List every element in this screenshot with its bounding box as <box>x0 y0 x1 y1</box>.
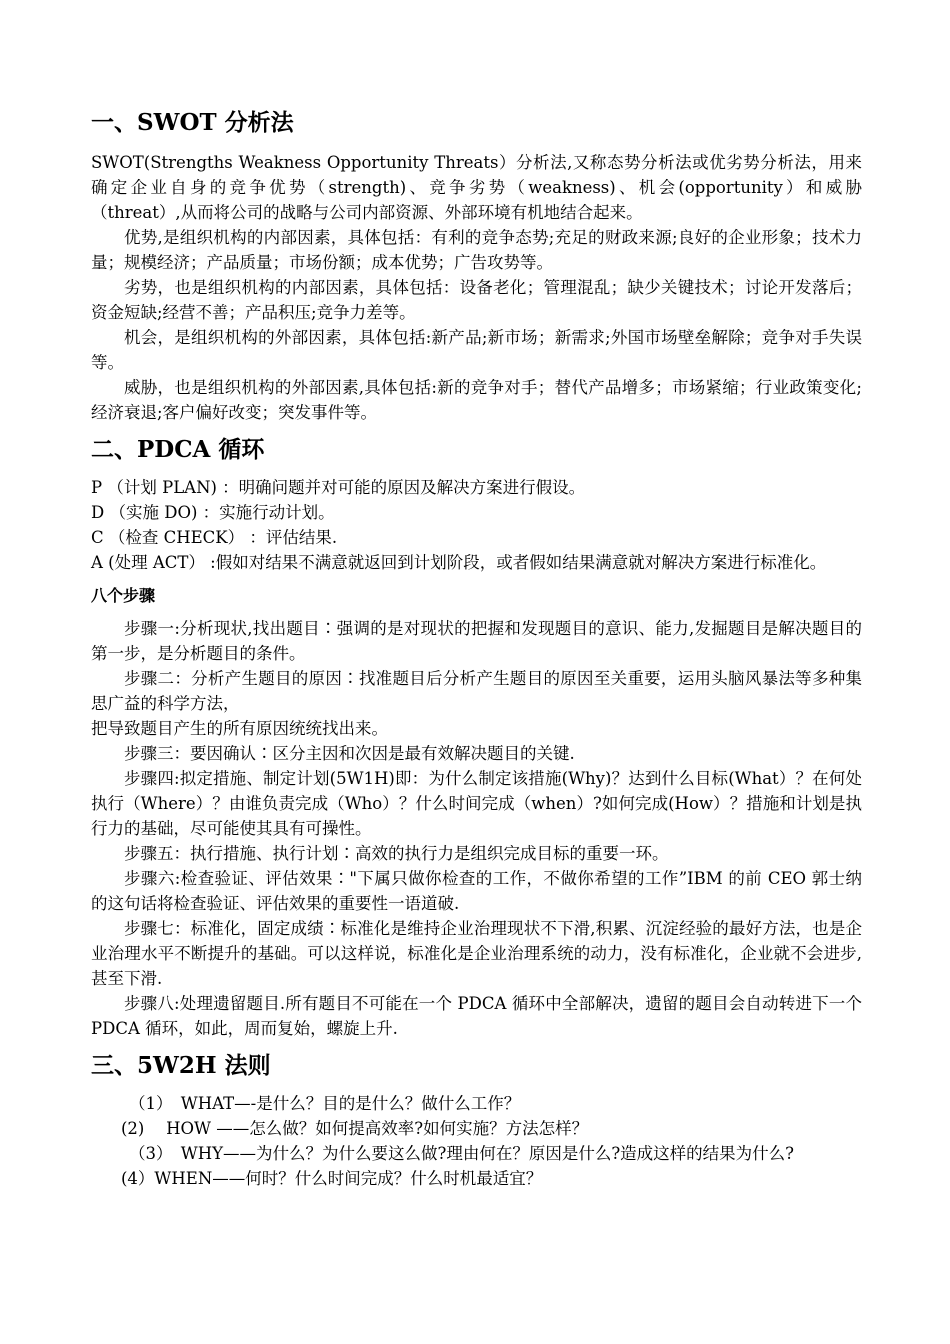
5w2h-when-item: (4）WHEN——何时？什么时间完成？什么时机最适宜？ <box>121 1169 543 1188</box>
pdca-act-item: A (处理 ACT） :假如对结果不满意就返回到计划阶段，或者假如结果满意就对解决方案进行标准化。 <box>91 553 827 572</box>
pdca-check-item: C （检查 CHECK） ：评估结果. <box>91 528 338 547</box>
pdca-plan-item: P （计划 PLAN) ：明确问题并对可能的原因及解决方案进行假设。 <box>91 478 586 497</box>
5w2h-why-item: （3） WHY——为什么？为什么要这么做?理由何在？原因是什么?造成这样的结果为什么? <box>129 1144 795 1163</box>
pdca-step-6: 步骤六:检查验证、评估效果∶"下属只做你检查的工作，不做你希望的工作”IBM 的前 CEO 郭士纳的这句话将检查验证、评估效果的重要性一语道破. <box>91 869 862 913</box>
5w2h-what-item: （1） WHAT—-是什么？目的是什么？做什么工作？ <box>129 1094 521 1113</box>
pdca-step-8: 步骤八:处理遗留题目.所有题目不可能在一个 PDCA 循环中全部解决，遗留的题目会自动转进下一个 PDCA 循环，如此，周而复始，螺旋上升. <box>91 994 862 1038</box>
section-title-5w2h: 三、5W2H 法则 <box>91 1052 271 1079</box>
pdca-step-5: 步骤五：执行措施、执行计划∶高效的执行力是组织完成目标的重要一环。 <box>124 844 669 863</box>
swot-weaknesses-paragraph: 劣势，也是组织机构的内部因素，具体包括：设备老化；管理混乱；缺少关键技术；讨论开发落后；资金短缺;经营不善；产品积压;竞争力差等。 <box>91 278 862 322</box>
swot-threats-paragraph: 威胁，也是组织机构的外部因素,具体包括:新的竞争对手；替代产品增多；市场紧缩；行业政策变化;经济衰退;客户偏好改变；突发事件等。 <box>91 378 862 422</box>
swot-strengths-paragraph: 优势,是组织机构的内部因素，具体包括：有利的竞争态势;充足的财政来源;良好的企业形象；技术力量；规模经济；产品质量；市场份额；成本优势；广告攻势等。 <box>91 228 862 272</box>
pdca-step-7: 步骤七：标准化，固定成绩∶标准化是维持企业治理现状不下滑,积累、沉淀经验的最好方法，也是企业治理水平不断提升的基础。可以这样说，标准化是企业治理系统的动力，没有标准化，企业就不会进步,甚至下滑. <box>91 919 862 988</box>
pdca-step-1: 步骤一:分析现状,找出题目∶强调的是对现状的把握和发现题目的意识、能力,发掘题目是解决题目的第一步，是分析题目的条件。 <box>91 619 862 663</box>
eight-steps-subheading: 八个步骤 <box>91 586 156 605</box>
pdca-step-2-continued: 把导致题目产生的所有原因统统找出来。 <box>91 719 388 738</box>
swot-intro-paragraph: SWOT(Strengths Weakness Opportunity Threats）分析法,又称态势分析法或优劣势分析法，用来确定企业自身的竞争优势（strength)、竞争劣势（weakness)、机会(opportunity）和威胁（threat）,从而将公司的战略与公司内部资源、外部环境有机地结合起来。 <box>91 153 862 222</box>
5w2h-how-item: (2) HOW ——怎么做？如何提高效率?如何实施？方法怎样？ <box>121 1119 589 1138</box>
pdca-step-4: 步骤四:拟定措施、制定计划(5W1H)即：为什么制定该措施(Why)？达到什么目标(What）？在何处执行（Where）？由谁负责完成（Who）？什么时间完成（when）?如何完成(How）？措施和计划是执行力的基础，尽可能使其具有可操性。 <box>91 769 862 838</box>
section-title-swot: 一、SWOT 分析法 <box>91 109 294 136</box>
pdca-step-2: 步骤二：分析产生题目的原因∶找准题目后分析产生题目的原因至关重要，运用头脑风暴法等多种集思广益的科学方法， <box>91 669 862 713</box>
section-title-pdca: 二、PDCA 循环 <box>91 436 265 463</box>
pdca-step-3: 步骤三：要因确认∶区分主因和次因是最有效解决题目的关键. <box>124 744 575 763</box>
pdca-do-item: D （实施 DO) ：实施行动计划。 <box>91 503 335 522</box>
swot-opportunities-paragraph: 机会，是组织机构的外部因素，具体包括:新产品;新市场；新需求;外国市场壁垒解除；竞争对手失误等。 <box>91 328 862 372</box>
